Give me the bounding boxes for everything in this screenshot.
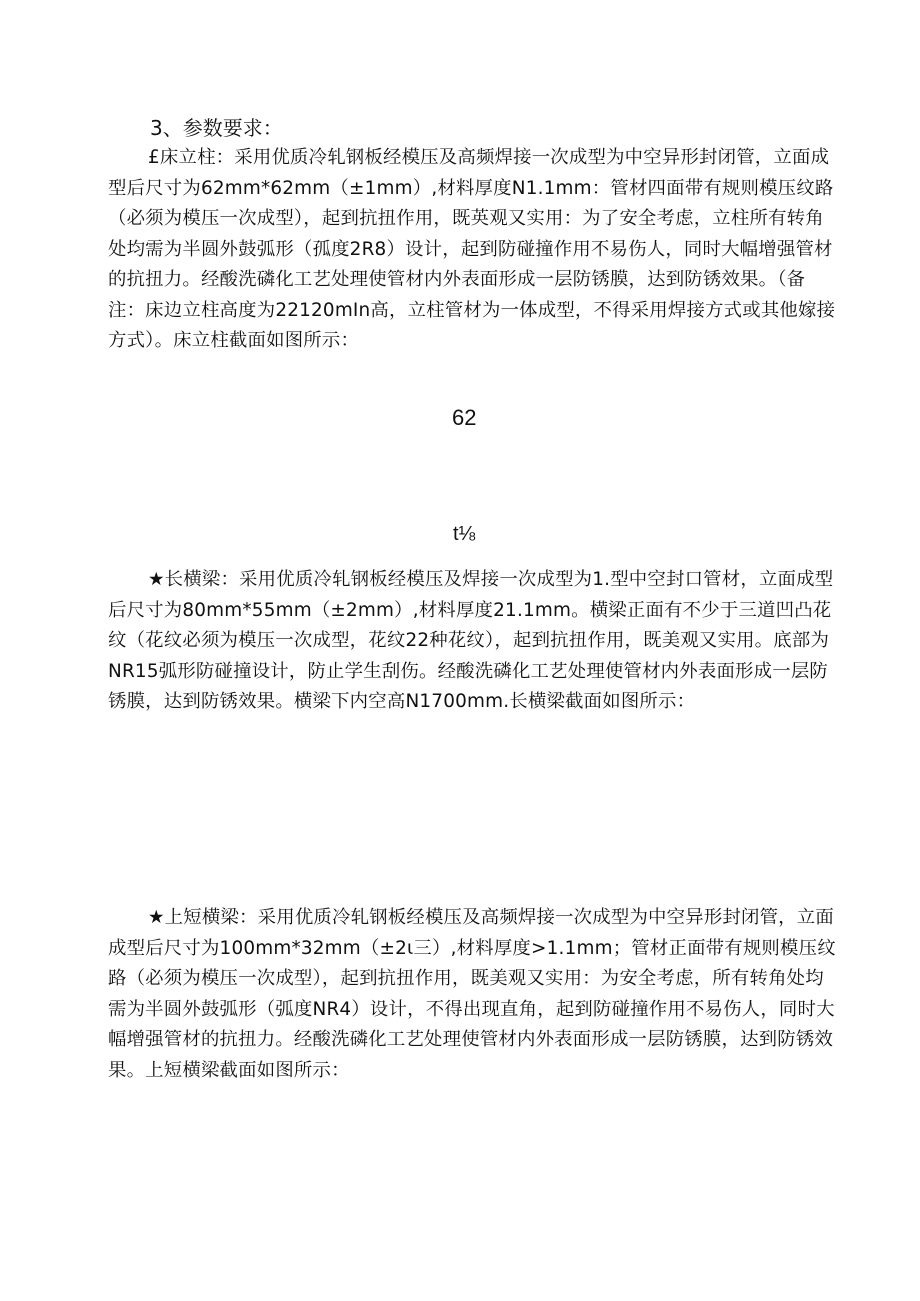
figure-dimension-label: 62 [452, 405, 477, 430]
figure-mark-label: t⅛ [453, 523, 476, 545]
section-heading: 3、参数要求： [150, 116, 283, 140]
paragraph-long-beam: ★长横梁：采用优质冷轧钢板经模压及焊接一次成型为1.型中空封口管材，立面成型后尺寸为80mm*55mm（±2mm）,材料厚度21.1mm。横梁正面有不少于三道凹凸花纹（花纹必须为模压一次成型，花纹22种花纹），起到抗扭作用，既美观又实用。底部为NR15弧形防碰撞设计，防止学生刮伤。经酸洗磷化工艺处理使管材内外表面形成一层防锈膜，达到防锈效果。横梁下内空高N1700mm.长横梁截面如图所示： [108, 569, 834, 712]
paragraph-bed-post: £床立柱：采用优质冷轧钢板经模压及高频焊接一次成型为中空异形封闭管，立面成型后尺寸为62mm*62mm（±1mm）,材料厚度N1.1mm：管材四面带有规则模压纹路（必须为模压一次成型），起到抗扭作用，既英观又实用：为了安全考虑，立柱所有转角处均需为半圆外鼓弧形（孤度2R8）设计，起到防碰撞作用不易伤人，同时大幅增强管材的抗扭力。经酸洗磷化工艺处理使管材内外表面形成一层防锈膜，达到防锈效果。（备注：床边立柱高度为22120mIn高，立柱管材为一体成型，不得采用焊接方式或其他嫁接方式）。床立柱截面如图所示： [108, 147, 836, 351]
paragraph-upper-short-beam: ★上短横梁：采用优质冷轧钢板经模压及高频焊接一次成型为中空异形封闭管，立面成型后尺寸为100mm*32mm（±2ι三）,材料厚度>1.1mm；管材正面带有规则模压纹路（必须为模压一次成型），起到抗扭作用，既美观又实用：为安全考虑，所有转角处均需为半圆外鼓弧形（弧度NR4）设计，不得出现直角，起到防碰撞作用不易伤人，同时大幅增强管材的抗扭力。经酸洗磷化工艺处理使管材内外表面形成一层防锈膜，达到防锈效果。上短横梁截面如图所示： [108, 907, 836, 1081]
